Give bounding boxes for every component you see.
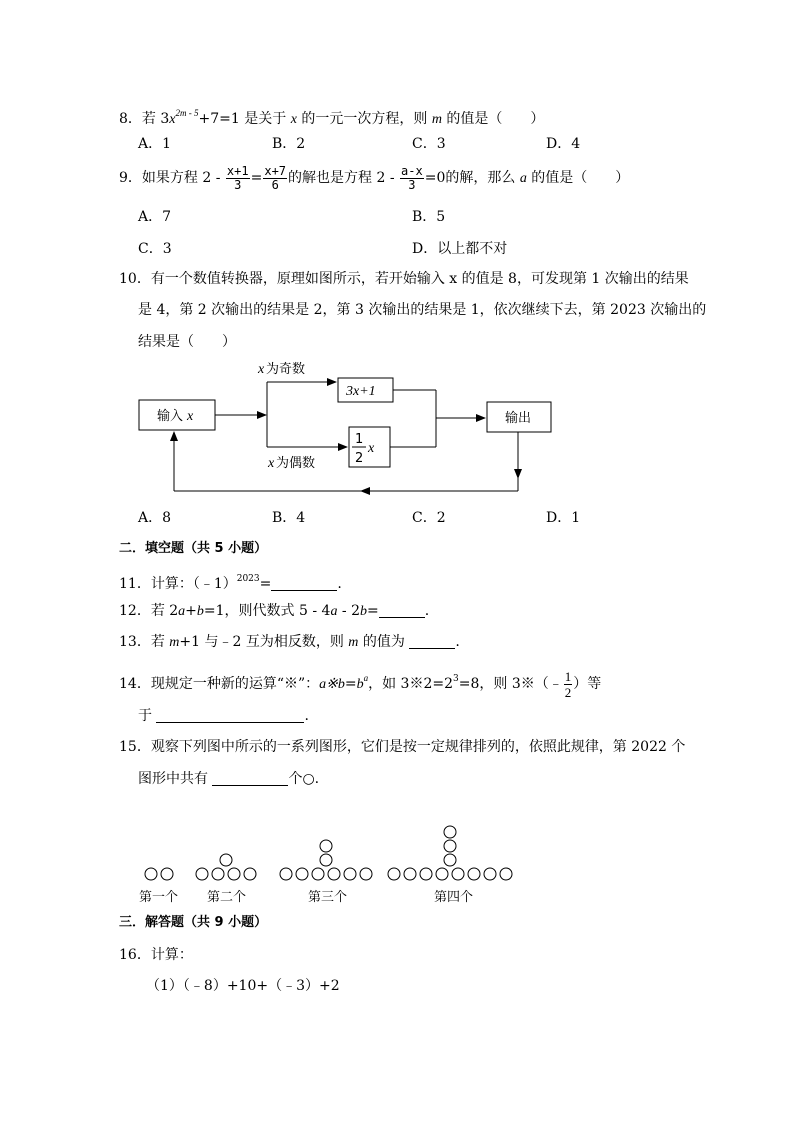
section-fill-in-heading: 二．填空题（共 5 小题） [119, 541, 268, 556]
figure-label-3: 第三个 [308, 890, 348, 905]
fraction: $\frac{a-x}{3}$ [401, 163, 423, 192]
even-var: x [268, 456, 275, 471]
even-box [349, 427, 390, 467]
q12: 12．若 2a+b=1，则代数式 5 - 4a - 2b= . [119, 603, 430, 619]
even-fraction-den: 2 [355, 451, 364, 466]
answer-blank[interactable] [409, 634, 455, 649]
figure-label-1: 第一个 [139, 890, 179, 905]
section-answer-heading: 三．解答题（共 9 小题） [119, 915, 268, 930]
q10-option-b: B．4 [272, 510, 306, 526]
q8-option-c: C．3 [412, 136, 446, 152]
q9-stem: 9．如果方程 2 - $\frac{x+1}{3}$ = $\frac{x+7}{6}$ 的解也是方程 2 - $\frac{a-x}{3}$ =0的解，那么 a 的值是（ ） [119, 163, 630, 192]
q16-part1: （1）（﹣8）+10+（﹣3）+2 [146, 978, 340, 994]
q10-option-d: D．1 [546, 510, 581, 526]
figure-label-4: 第四个 [434, 890, 474, 905]
output-box [487, 402, 551, 432]
figure-label-2: 第二个 [207, 890, 247, 905]
q13: 13．若 m+1 与﹣2 互为相反数，则 m 的值为 . [119, 634, 460, 650]
answer-blank[interactable] [271, 576, 337, 591]
input-label: 输入 [157, 409, 184, 424]
q10-line3: 结果是（ ） [138, 334, 236, 350]
output-label: 输出 [505, 411, 532, 426]
input-box [139, 400, 215, 430]
answer-blank[interactable] [379, 603, 425, 618]
q8-stem: 8．若 $3x^{2m - 5}+7=1$ 是关于 x 的一元一次方程，则 m 的值是（ ） [119, 108, 545, 127]
fraction: $\frac{x+7}{6}$ [264, 163, 287, 192]
q9-option-d: D．以上都不对 [412, 241, 508, 257]
q9-option-a: A．7 [138, 209, 172, 225]
q10-line2: 是 4，第 2 次输出的结果是 2，第 3 次输出的结果是 1，依次继续下去，第 2023 次输出的 [138, 302, 707, 318]
fraction: $\frac{1}{2}$ [564, 668, 572, 700]
q8-option-a: A．1 [138, 136, 172, 152]
q8-option-d: D．4 [546, 136, 581, 152]
q14-line1: 14．现规定一种新的运算“※”：$a※b=b^a$，如 $3※2=2^3=8$，则 3※（﹣ $\frac{1}{2}$ ）等 [119, 668, 602, 700]
q10-line1: 10．有一个数值转换器，原理如图所示，若开始输入 x 的值是 8，可发现第 1 次输出的结果 [119, 271, 689, 287]
even-fraction-x: x [368, 441, 375, 456]
q9-option-b: B．5 [412, 209, 446, 225]
even-label: 为偶数 [276, 456, 316, 471]
odd-box [338, 378, 393, 402]
q9-option-c: C．3 [138, 241, 172, 257]
odd-var: x [258, 362, 265, 377]
q15-line2: 图形中共有 个○. [138, 771, 320, 787]
answer-blank[interactable] [212, 771, 288, 786]
q16-title: 16．计算： [119, 947, 193, 963]
odd-expression: 3x+1 [346, 384, 376, 399]
q8-option-b: B．2 [272, 136, 306, 152]
q10-option-c: C．2 [412, 510, 446, 526]
q14-line2: 于 . [138, 708, 309, 724]
answer-blank[interactable] [156, 708, 304, 723]
q11: 11．计算：（﹣1）$^{2023}$= . [119, 574, 342, 592]
even-fraction-num: 1 [355, 432, 364, 447]
fraction: $\frac{x+1}{3}$ [226, 163, 249, 192]
q15-line1: 15．观察下列图中所示的一系列图形，它们是按一定规律排列的，依照此规律，第 2022 个 [119, 739, 686, 755]
q10-option-a: A．8 [138, 510, 172, 526]
odd-label: 为奇数 [266, 362, 306, 377]
input-var: x [187, 409, 194, 424]
